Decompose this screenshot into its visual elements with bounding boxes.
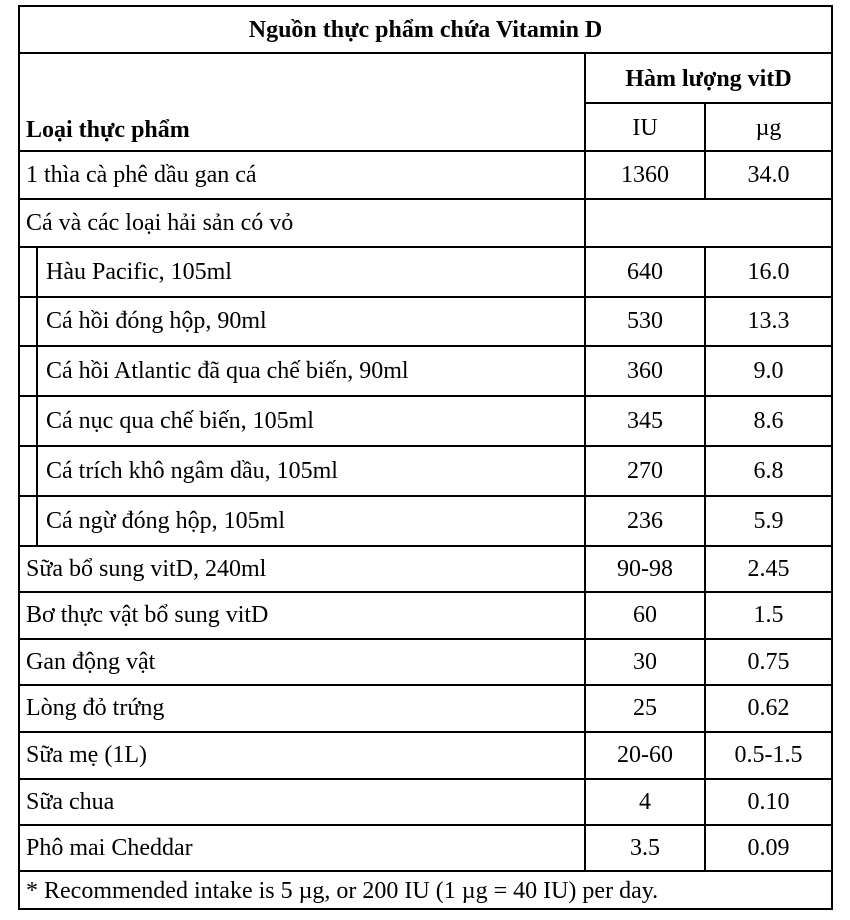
iu-value: 25	[586, 686, 706, 731]
table-row-category	[20, 200, 831, 248]
iu-value: 90-98	[586, 547, 706, 591]
food-name: 1 thìa cà phê dầu gan cá	[20, 152, 586, 198]
table-row	[20, 248, 831, 298]
iu-value: 345	[586, 397, 706, 445]
ug-column-header: µg	[706, 104, 831, 152]
iu-value: 360	[586, 347, 706, 395]
empty-value-cell	[586, 200, 831, 246]
food-name: Sữa bổ sung vitD, 240ml	[20, 547, 586, 591]
food-name: Gan động vật	[20, 640, 586, 684]
ug-value: 2.45	[747, 555, 790, 582]
ug-value: 8.6	[753, 407, 784, 434]
table-row	[20, 447, 831, 497]
table-row	[20, 780, 831, 826]
food-category: Cá và các loại hải sản có vỏ	[20, 200, 586, 246]
table-row	[20, 298, 831, 347]
table-row	[20, 826, 831, 872]
iu-value: 236	[586, 497, 706, 545]
ug-value: 0.62	[747, 695, 790, 721]
ug-value: 0.75	[747, 648, 790, 675]
iu-value: 3.5	[586, 826, 706, 870]
ug-value: 1.5	[753, 602, 784, 628]
iu-value: 640	[586, 248, 706, 296]
iu-value: 20-60	[586, 733, 706, 778]
ug-value: 16.0	[747, 258, 790, 285]
food-column-header: Loại thực phẩm	[26, 117, 190, 143]
ug-value: 0.09	[747, 834, 790, 861]
iu-value: 60	[586, 593, 706, 638]
vitd-content-header: Hàm lượng vitD	[586, 54, 831, 104]
table-row	[20, 686, 831, 733]
table-row	[20, 347, 831, 397]
ug-value: 0.10	[747, 788, 790, 815]
ug-value: 5.9	[753, 507, 784, 534]
table-row	[20, 497, 831, 547]
iu-value: 1360	[586, 152, 706, 198]
table-row	[20, 152, 831, 200]
iu-column-header: IU	[586, 104, 706, 152]
food-name: Lòng đỏ trứng	[20, 686, 586, 731]
ug-value: 34.0	[747, 161, 790, 188]
food-name: Hàu Pacific, 105ml	[36, 248, 586, 296]
table-row	[20, 547, 831, 593]
table-row	[20, 733, 831, 780]
food-name: Phô mai Cheddar	[20, 826, 586, 870]
food-name: Cá nục qua chế biến, 105ml	[36, 397, 586, 445]
iu-value: 30	[586, 640, 706, 684]
table-row	[20, 593, 831, 640]
iu-value: 4	[586, 780, 706, 824]
food-name: Sữa mẹ (1L)	[20, 733, 586, 778]
iu-value: 270	[586, 447, 706, 495]
table-row	[20, 397, 831, 447]
iu-value: 530	[586, 298, 706, 345]
ug-value: 0.5-1.5	[734, 742, 803, 768]
food-name: Sữa chua	[20, 780, 586, 824]
food-name: Cá trích khô ngâm dầu, 105ml	[36, 447, 586, 495]
food-name: Cá ngừ đóng hộp, 105ml	[36, 497, 586, 545]
table-title: Nguồn thực phẩm chứa Vitamin D	[20, 7, 831, 54]
ug-value: 6.8	[753, 457, 784, 484]
ug-value: 9.0	[753, 357, 784, 384]
food-name: Bơ thực vật bổ sung vitD	[20, 593, 586, 638]
food-name: Cá hồi đóng hộp, 90ml	[36, 298, 586, 345]
food-column-header-cell	[20, 54, 586, 152]
footnote: * Recommended intake is 5 µg, or 200 IU (1 µg = 40 IU) per day.	[26, 878, 659, 904]
table-row	[20, 640, 831, 686]
food-name: Cá hồi Atlantic đã qua chế biến, 90ml	[36, 347, 586, 395]
vitamin-d-table	[18, 5, 833, 910]
ug-value: 13.3	[747, 308, 790, 334]
